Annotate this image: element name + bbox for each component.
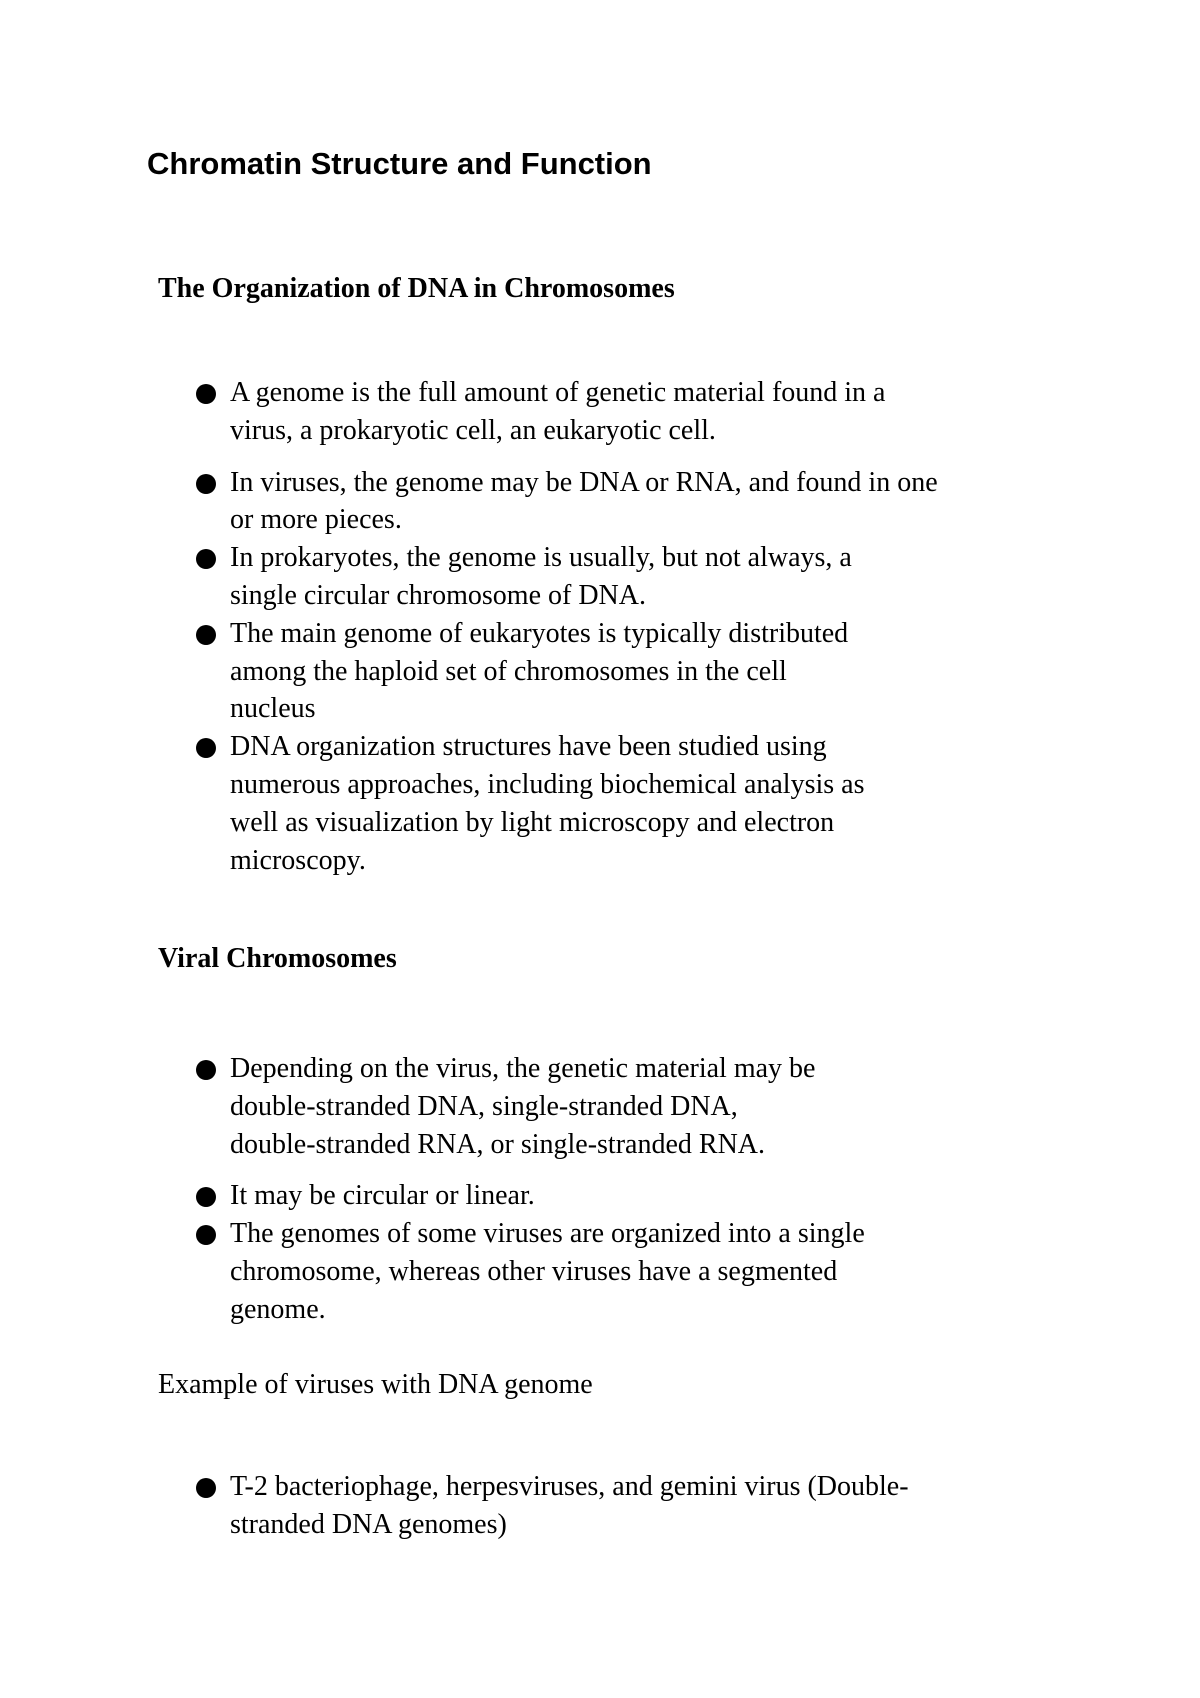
list-item — [196, 1215, 1076, 1328]
bullet-icon — [196, 549, 216, 569]
document-title: Chromatin Structure and Function — [147, 146, 652, 181]
bullet-line: In viruses, the genome may be DNA or RNA, and found in one — [230, 466, 938, 498]
bullet-icon — [196, 384, 216, 404]
bullet-line: numerous approaches, including biochemical analysis as — [230, 768, 865, 800]
bullet-line: chromosome, whereas other viruses have a segmented — [230, 1255, 838, 1287]
bullet-list-dna-virus-examples — [196, 1468, 1076, 1544]
bullet-icon — [196, 625, 216, 645]
bullet-icon — [196, 1187, 216, 1207]
bullet-line: In prokaryotes, the genome is usually, but not always, a — [230, 542, 852, 574]
list-item — [196, 464, 1076, 540]
list-item — [196, 374, 1076, 450]
bullet-icon — [196, 1225, 216, 1245]
bullet-line: double-stranded DNA, single-stranded DNA, — [230, 1090, 738, 1122]
list-item — [196, 728, 1076, 879]
bullet-list-viral-chromosomes — [196, 1050, 1076, 1329]
bullet-line: microscopy. — [230, 844, 366, 876]
bullet-list-dna-organization — [196, 374, 1076, 879]
bullet-line: The genomes of some viruses are organized into a single — [230, 1218, 865, 1250]
section-heading-dna-organization: The Organization of DNA in Chromosomes — [158, 273, 675, 304]
bullet-line: nucleus — [230, 693, 316, 725]
bullet-line: stranded DNA genomes) — [230, 1508, 507, 1540]
bullet-line: The main genome of eukaryotes is typically distributed — [230, 617, 849, 649]
bullet-icon — [196, 1478, 216, 1498]
bullet-icon — [196, 738, 216, 758]
bullet-line: DNA organization structures have been studied using — [230, 731, 827, 763]
bullet-icon — [196, 474, 216, 494]
list-item — [196, 615, 1076, 728]
bullet-line: It may be circular or linear. — [230, 1180, 535, 1212]
bullet-line: genome. — [230, 1293, 326, 1325]
bullet-line: T-2 bacteriophage, herpesviruses, and gemini virus (Double- — [230, 1471, 909, 1502]
list-item — [196, 539, 1076, 615]
bullet-line: well as visualization by light microscopy and electron — [230, 806, 835, 838]
bullet-icon — [196, 1060, 216, 1080]
list-item — [196, 1050, 1076, 1163]
bullet-line: Depending on the virus, the genetic material may be — [230, 1053, 816, 1084]
bullet-line: A genome is the full amount of genetic material found in a — [230, 377, 886, 408]
list-item — [196, 1177, 1076, 1215]
bullet-line: among the haploid set of chromosomes in the cell — [230, 655, 787, 687]
bullet-line: double-stranded RNA, or single-stranded RNA. — [230, 1128, 766, 1160]
list-item — [196, 1468, 1076, 1544]
bullet-line: or more pieces. — [230, 504, 402, 536]
bullet-line: virus, a prokaryotic cell, an eukaryotic cell. — [230, 414, 716, 446]
bullet-line: single circular chromosome of DNA. — [230, 579, 646, 611]
example-line: Example of viruses with DNA genome — [158, 1369, 593, 1400]
section-heading-viral-chromosomes: Viral Chromosomes — [158, 943, 397, 974]
